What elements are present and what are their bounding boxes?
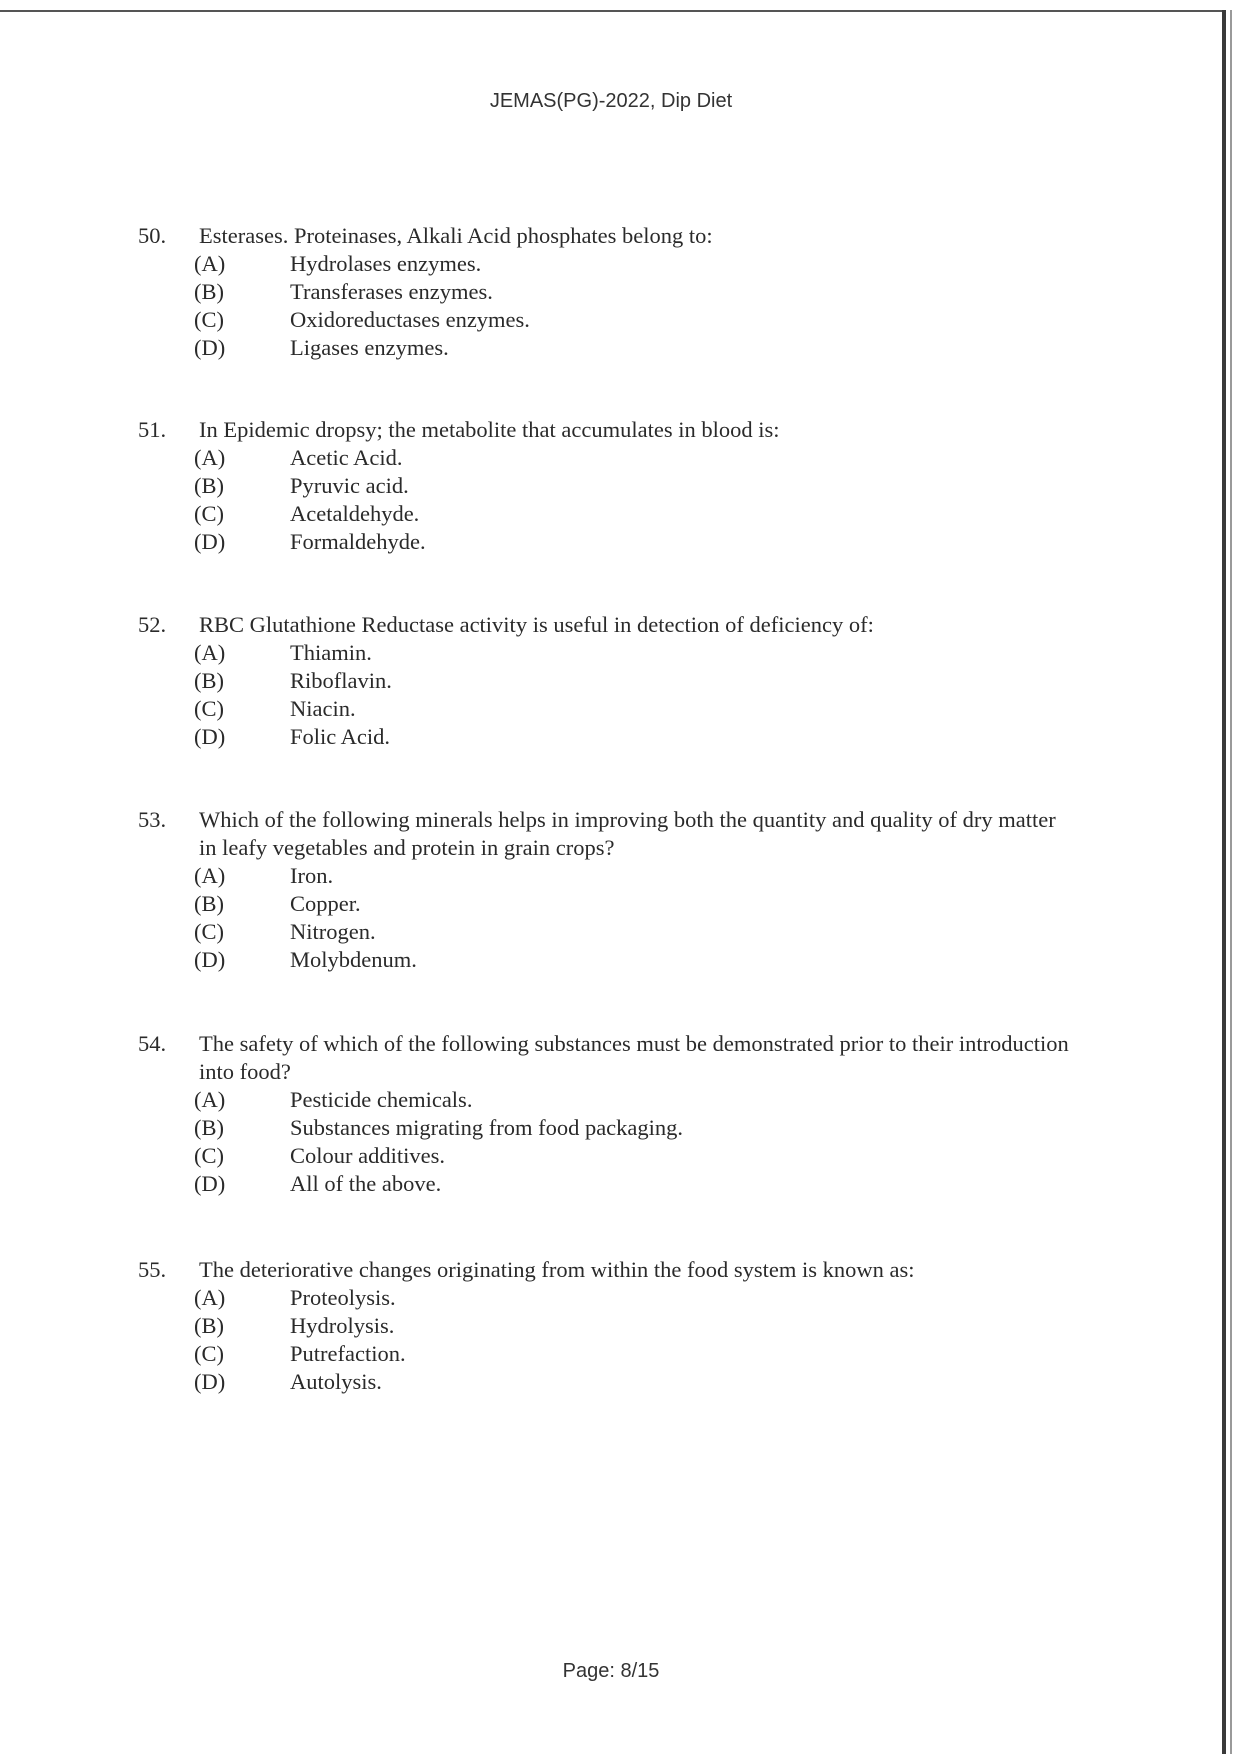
question-51 [138,416,1078,556]
option-letter: (A) [194,1087,226,1112]
scan-edge-shadow [1230,10,1232,1754]
page-top-border [0,10,1222,12]
option-letter: (B) [194,279,224,304]
option-text: Nitrogen. [290,919,376,944]
option-d [138,723,1078,751]
question-text: Esterases. Proteinases, Alkali Acid phosphates belong to: [199,223,713,248]
option-letter: (C) [194,1341,224,1366]
option-b [138,1114,1078,1142]
question-text: The deteriorative changes originating from within the food system is known as: [199,1257,915,1282]
option-c [138,306,1078,334]
option-text: Pyruvic acid. [290,473,409,498]
option-text: Molybdenum. [290,947,417,972]
option-letter: (A) [194,640,226,665]
option-text: Acetaldehyde. [290,501,420,526]
option-letter: (B) [194,891,224,916]
question-number: 55. [138,1257,167,1282]
option-a [138,250,1078,278]
option-b [138,1312,1078,1340]
option-letter: (C) [194,696,224,721]
question-text: In Epidemic dropsy; the metabolite that accumulates in blood is: [199,417,780,442]
option-text: All of the above. [290,1171,442,1196]
option-letter: (B) [194,473,224,498]
option-letter: (A) [194,445,226,470]
question-number: 52. [138,612,167,637]
option-text: Niacin. [290,696,356,721]
option-d [138,334,1078,362]
page-number: Page: 8/15 [562,1660,660,1682]
option-letter: (B) [194,1115,224,1140]
option-letter: (C) [194,307,224,332]
option-text: Thiamin. [290,640,372,665]
option-a [138,1284,1078,1312]
option-text: Riboflavin. [290,668,392,693]
question-number: 51. [138,417,167,442]
option-text: Autolysis. [290,1369,382,1394]
question-52 [138,611,1078,751]
page-header: JEMAS(PG)-2022, Dip Diet [489,90,733,112]
scan-edge [1222,10,1226,1754]
option-text: Folic Acid. [290,724,390,749]
option-text: Pesticide chemicals. [290,1087,473,1112]
option-letter: (D) [194,1171,226,1196]
option-letter: (D) [194,529,226,554]
option-text: Colour additives. [290,1143,445,1168]
option-b [138,278,1078,306]
option-letter: (B) [194,668,224,693]
option-letter: (B) [194,1313,224,1338]
option-text: Hydrolases enzymes. [290,251,482,276]
question-number: 50. [138,223,167,248]
option-text: Formaldehyde. [290,529,426,554]
question-text: RBC Glutathione Reductase activity is useful in detection of deficiency of: [199,612,874,637]
option-letter: (C) [194,919,224,944]
option-letter: (C) [194,501,224,526]
option-a [138,1086,1078,1114]
option-b [138,890,1078,918]
option-c [138,695,1078,723]
option-d [138,946,1078,974]
option-letter: (D) [194,724,226,749]
option-text: Acetic Acid. [290,445,403,470]
option-text: Ligases enzymes. [290,335,449,360]
option-letter: (C) [194,1143,224,1168]
question-53 [138,806,1078,974]
option-letter: (D) [194,335,226,360]
question-55 [138,1256,1078,1396]
option-text: Putrefaction. [290,1341,406,1366]
option-text: Oxidoreductases enzymes. [290,307,530,332]
option-text: Hydrolysis. [290,1313,395,1338]
question-50 [138,222,1078,362]
question-number: 54. [138,1031,167,1056]
option-text: Copper. [290,891,361,916]
option-a [138,444,1078,472]
option-letter: (A) [194,1285,226,1310]
option-c [138,500,1078,528]
option-c [138,1142,1078,1170]
option-c [138,1340,1078,1368]
option-text: Proteolysis. [290,1285,396,1310]
question-text: The safety of which of the following substances must be demonstrated prior to their introduction into food? [199,1031,1069,1084]
option-c [138,918,1078,946]
option-d [138,528,1078,556]
option-b [138,472,1078,500]
option-letter: (A) [194,251,226,276]
option-text: Transferases enzymes. [290,279,493,304]
option-b [138,667,1078,695]
option-a [138,639,1078,667]
option-letter: (D) [194,1369,226,1394]
option-a [138,862,1078,890]
option-text: Iron. [290,863,334,888]
option-text: Substances migrating from food packaging. [290,1115,684,1140]
question-54 [138,1030,1078,1198]
question-number: 53. [138,807,167,832]
option-letter: (D) [194,947,226,972]
question-text: Which of the following minerals helps in improving both the quantity and quality of dry matter in leafy vegetables and protein in grain crops? [199,807,1056,860]
option-letter: (A) [194,863,226,888]
option-d [138,1170,1078,1198]
option-d [138,1368,1078,1396]
